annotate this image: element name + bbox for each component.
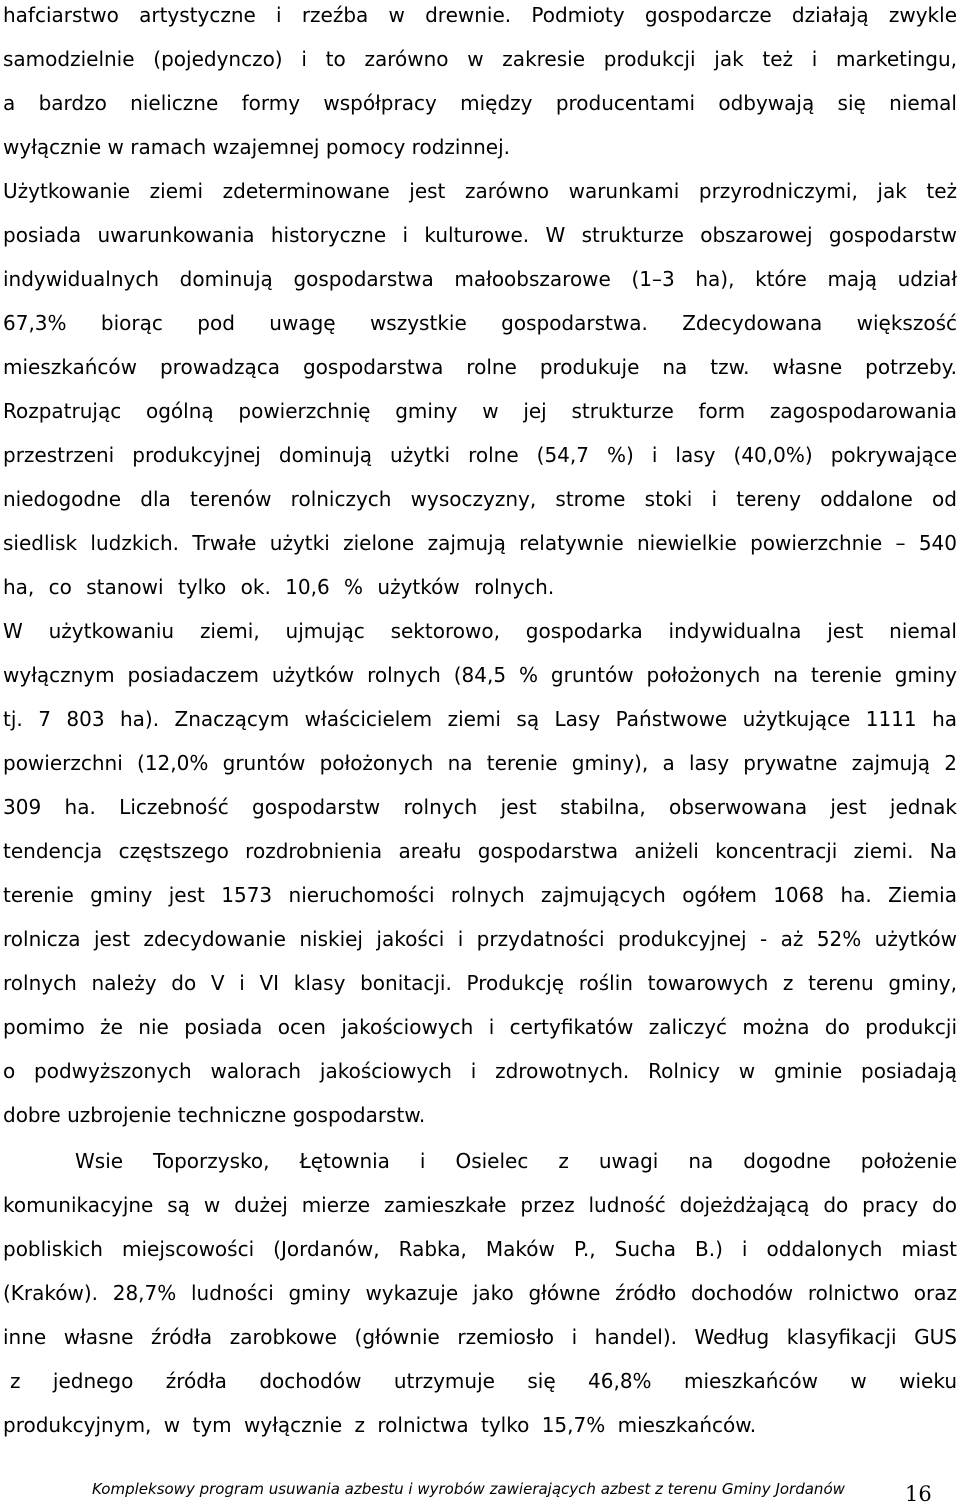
text-line: wyłącznie w ramach wzajemnej pomocy rodzinnej. [3, 135, 511, 159]
text-line: siedlisk ludzkich. Trwałe użytki zielone zajmują relatywnie niewielkie powierzchnie – 540 [3, 531, 957, 555]
text-line: powierzchni (12,0% gruntów położonych na terenie gminy), a lasy prywatne zajmują 2 [3, 751, 957, 775]
text-line: o podwyższonych walorach jakościowych i zdrowotnych. Rolnicy w gminie posiadają [3, 1059, 957, 1083]
text-line: tj. 7 803 ha). Znaczącym właścicielem ziemi są Lasy Państwowe użytkujące 1111 ha [3, 707, 957, 731]
text-line: przestrzeni produkcyjnej dominują użytki rolne (54,7 %) i lasy (40,0%) pokrywające [3, 443, 957, 467]
text-line: indywidualnych dominują gospodarstwa małoobszarowe (1–3 ha), które mają udział [3, 267, 957, 291]
text-line: komunikacyjne są w dużej mierze zamieszkałe przez ludność dojeżdżającą do pracy do [3, 1193, 957, 1217]
text-line: wyłącznym posiadaczem użytków rolnych (84,5 % gruntów położonych na terenie gminy [3, 663, 957, 687]
page-footer: Kompleksowy program usuwania azbestu i wyrobów zawierających azbest z terenu Gminy Jordanów [92, 1480, 845, 1498]
text-line: Rozpatrując ogólną powierzchnię gminy w jej strukturze form zagospodarowania [3, 399, 957, 423]
text-line: produkcyjnym, w tym wyłącznie z rolnictwa tylko 15,7% mieszkańców. [3, 1413, 757, 1437]
text-line: a bardzo nieliczne formy współpracy między producentami odbywają się niemal [3, 91, 957, 115]
text-line: dobre uzbrojenie techniczne gospodarstw. [3, 1103, 426, 1127]
text-line: Użytkowanie ziemi zdeterminowane jest zarówno warunkami przyrodniczymi, jak też [3, 179, 957, 203]
text-line: rolnych należy do V i VI klasy bonitacji. Produkcję roślin towarowych z terenu gminy, [3, 971, 957, 995]
text-line: pomimo że nie posiada ocen jakościowych i certyfikatów zaliczyć można do produkcji [3, 1015, 957, 1039]
text-line: ha, co stanowi tylko ok. 10,6 % użytków rolnych. [3, 575, 555, 599]
text-line: posiada uwarunkowania historyczne i kulturowe. W strukturze obszarowej gospodarstw [3, 223, 957, 247]
text-line: mieszkańców prowadząca gospodarstwa rolne produkuje na tzw. własne potrzeby. [3, 355, 957, 379]
text-line: z jednego źródła dochodów utrzymuje się 46,8% mieszkańców w wieku [10, 1369, 957, 1393]
page-number: 16 [905, 1482, 932, 1506]
text-line: Wsie Toporzysko, Łętownia i Osielec z uwagi na dogodne położenie [75, 1149, 957, 1173]
text-line: pobliskich miejscowości (Jordanów, Rabka, Maków P., Sucha B.) i oddalonych miast [3, 1237, 957, 1261]
text-line: tendencja częstszego rozdrobnienia areału gospodarstwa aniżeli koncentracji ziemi. Na [3, 839, 957, 863]
text-line: samodzielnie (pojedynczo) i to zarówno w zakresie produkcji jak też i marketingu, [3, 47, 957, 71]
text-line: rolnicza jest zdecydowanie niskiej jakości i przydatności produkcyjnej - aż 52% użytków [3, 927, 957, 951]
text-line: hafciarstwo artystyczne i rzeźba w drewnie. Podmioty gospodarcze działają zwykle [3, 3, 957, 27]
text-line: (Kraków). 28,7% ludności gminy wykazuje jako główne źródło dochodów rolnictwo oraz [3, 1281, 957, 1305]
text-line: terenie gminy jest 1573 nieruchomości rolnych zajmujących ogółem 1068 ha. Ziemia [3, 883, 957, 907]
text-line: 67,3% biorąc pod uwagę wszystkie gospodarstwa. Zdecydowana większość [3, 311, 957, 335]
text-line: niedogodne dla terenów rolniczych wysoczyzny, strome stoki i tereny oddalone od [3, 487, 957, 511]
text-line: W użytkowaniu ziemi, ujmując sektorowo, gospodarka indywidualna jest niemal [3, 619, 957, 643]
text-line: inne własne źródła zarobkowe (głównie rzemiosło i handel). Według klasyfikacji GUS [3, 1325, 957, 1349]
text-line: 309 ha. Liczebność gospodarstw rolnych jest stabilna, obserwowana jest jednak [3, 795, 957, 819]
